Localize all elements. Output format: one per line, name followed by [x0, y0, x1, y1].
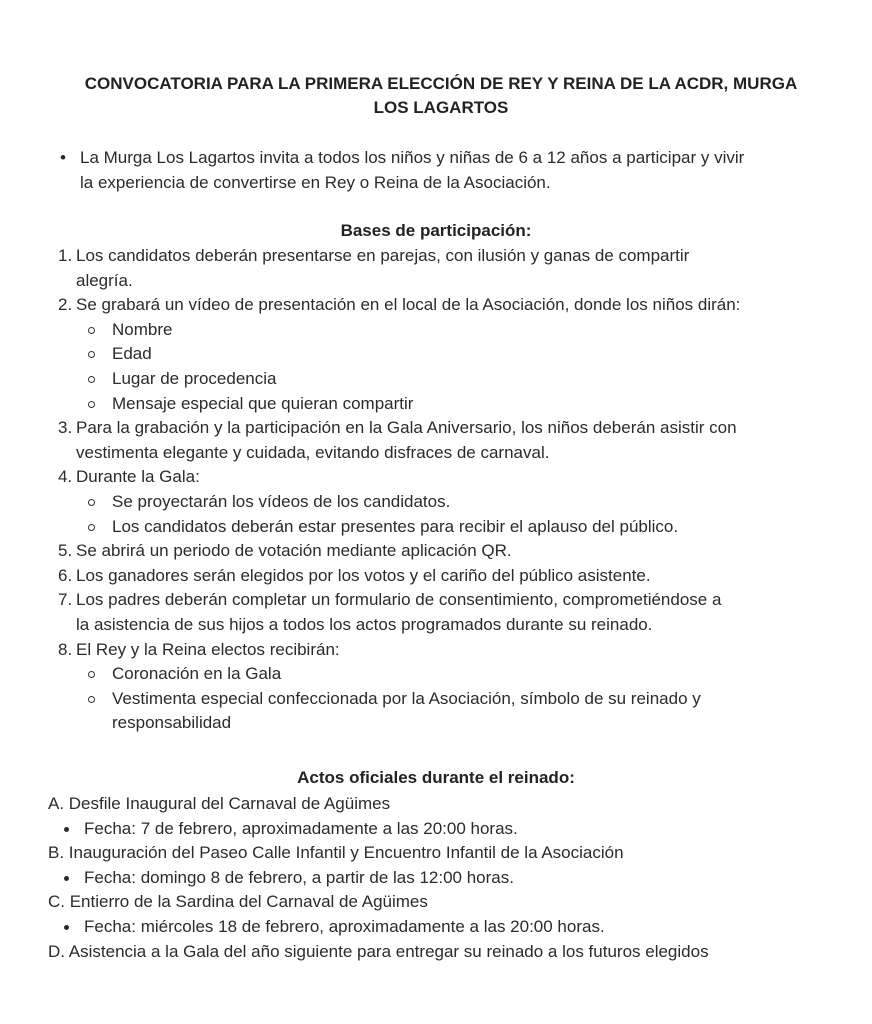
document-title — [60, 72, 822, 120]
item-text: Los padres deberán completar un formulario de consentimiento, comprometiéndose a — [76, 590, 722, 610]
circle-bullet-icon — [88, 401, 95, 408]
bases-item — [58, 638, 848, 663]
sub-item-text: Vestimenta especial confeccionada por la Asociación, símbolo de su reinado y — [112, 688, 701, 708]
item-number: 4. — [58, 467, 73, 487]
title-line: CONVOCATORIA PARA LA PRIMERA ELECCIÓN DE REY Y REINA DE LA ACDR, MURGA — [84, 74, 798, 93]
bases-item — [58, 564, 848, 589]
bases-item — [58, 416, 848, 465]
acto-title: B. Inauguración del Paseo Calle Infantil y Encuentro Infantil de la Asociación — [48, 843, 624, 863]
acto-date-text: Fecha: miércoles 18 de febrero, aproximadamente a las 20:00 horas. — [84, 916, 605, 936]
acto-date — [48, 915, 848, 940]
circle-bullet-icon — [88, 499, 95, 506]
sub-item-continuation: responsabilidad — [112, 713, 232, 733]
item-text: vestimenta elegante y cuidada, evitando disfraces de carnaval. — [76, 442, 550, 462]
sub-item-text: Coronación en la Gala — [112, 664, 282, 684]
sub-item — [58, 662, 848, 687]
acto-title: D. Asistencia a la Gala del año siguiente para entregar su reinado a los futuros elegidos — [48, 941, 709, 961]
sub-item-text: Lugar de procedencia — [112, 368, 277, 388]
acto-date-text: Fecha: domingo 8 de febrero, a partir de las 12:00 horas. — [84, 867, 514, 887]
item-number: 8. — [58, 639, 73, 659]
acto-title: C. Entierro de la Sardina del Carnaval de Agüimes — [48, 892, 428, 912]
item-text: El Rey y la Reina electos recibirán: — [76, 639, 340, 659]
circle-bullet-icon — [88, 376, 95, 383]
intro-item — [60, 146, 840, 195]
circle-bullet-icon — [88, 327, 95, 334]
bases-heading: Bases de participación: — [340, 221, 532, 240]
sub-item-text: Se proyectarán los vídeos de los candidatos. — [112, 491, 451, 511]
bullet-icon — [64, 876, 69, 881]
sub-item — [58, 367, 848, 392]
sub-item — [58, 318, 848, 343]
item-text: Se grabará un vídeo de presentación en el local de la Asociación, donde los niños dirán: — [76, 295, 741, 315]
bases-item — [58, 244, 848, 293]
sub-item-text: Los candidatos deberán estar presentes para recibir el aplauso del público. — [112, 516, 679, 536]
item-text: Los candidatos deberán presentarse en parejas, con ilusión y ganas de compartir — [76, 246, 690, 265]
acto-title: A. Desfile Inaugural del Carnaval de Agüimes — [48, 794, 391, 813]
bullet-icon: • — [60, 148, 66, 167]
item-text: la asistencia de sus hijos a todos los actos programados durante su reinado. — [76, 614, 653, 634]
item-number: 6. — [58, 565, 73, 585]
actos-heading: Actos oficiales durante el reinado: — [297, 768, 575, 787]
bases-list — [58, 244, 848, 736]
item-number: 3. — [58, 418, 73, 438]
bullet-icon — [64, 827, 69, 832]
intro-paragraph — [60, 146, 840, 195]
bullet-icon — [64, 925, 69, 930]
sub-item — [58, 515, 848, 540]
bases-item — [58, 588, 848, 637]
item-text: Para la grabación y la participación en la Gala Aniversario, los niños deberán asistir con — [76, 418, 737, 438]
circle-bullet-icon — [88, 351, 95, 358]
item-text: Durante la Gala: — [76, 467, 200, 487]
item-text: Se abrirá un periodo de votación mediante aplicación QR. — [76, 541, 512, 561]
bases-item — [58, 293, 848, 318]
item-text: Los ganadores serán elegidos por los votos y el cariño del público asistente. — [76, 565, 651, 585]
actos-list — [48, 792, 848, 964]
sub-item — [58, 687, 848, 712]
item-number: 1. — [58, 246, 73, 265]
acto-date — [48, 817, 848, 842]
circle-bullet-icon — [88, 524, 95, 531]
sub-item-text: Edad — [112, 344, 152, 364]
item-number: 2. — [58, 295, 73, 315]
circle-bullet-icon — [88, 696, 95, 703]
acto-date — [48, 866, 848, 891]
intro-line: la experiencia de convertirse en Rey o Reina de la Asociación. — [80, 172, 551, 192]
title-line: LOS LAGARTOS — [373, 98, 509, 117]
acto-date-text: Fecha: 7 de febrero, aproximadamente a las 20:00 horas. — [84, 818, 518, 838]
sub-item — [58, 342, 848, 367]
sub-item-text: Mensaje especial que quieran compartir — [112, 393, 414, 413]
item-number: 7. — [58, 590, 73, 610]
intro-line: La Murga Los Lagartos invita a todos los niños y niñas de 6 a 12 años a participar y vivir — [80, 148, 745, 167]
bases-item — [58, 539, 848, 564]
sub-item-text: Nombre — [112, 319, 173, 339]
sub-item — [58, 490, 848, 515]
bases-item — [58, 465, 848, 490]
item-number: 5. — [58, 541, 73, 561]
item-text: alegría. — [76, 270, 133, 290]
circle-bullet-icon — [88, 671, 95, 678]
sub-item — [58, 392, 848, 417]
